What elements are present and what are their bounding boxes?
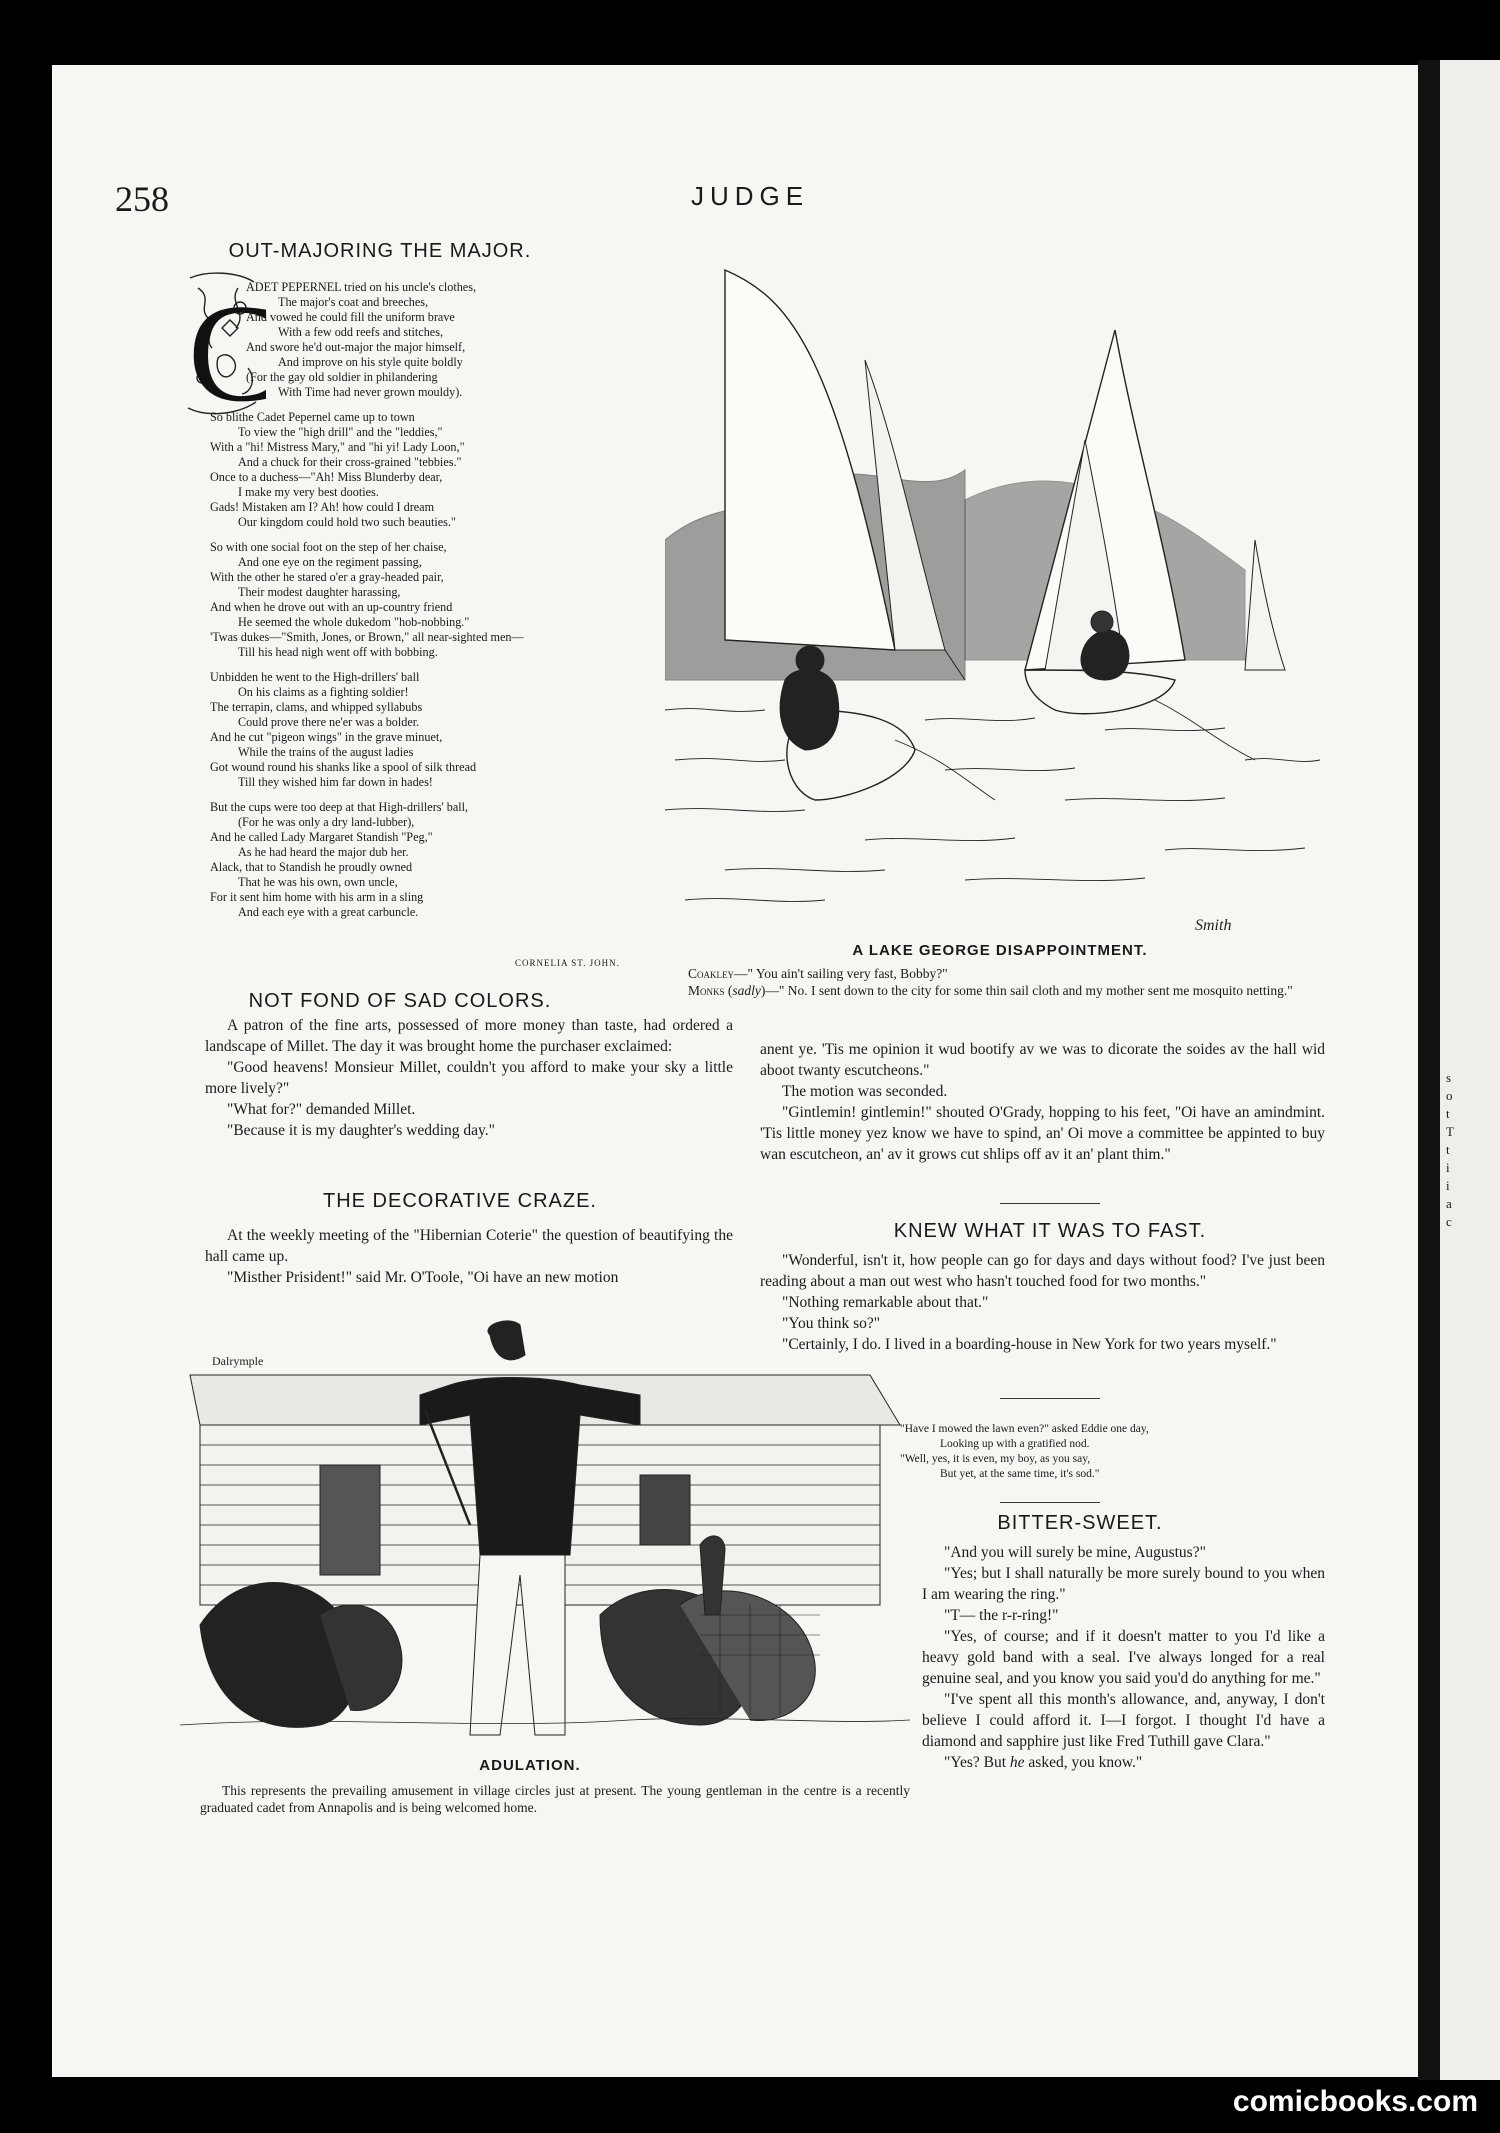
watermark: comicbooks.com	[1232, 2085, 1478, 2118]
poem-title: OUT-MAJORING THE MAJOR.	[228, 240, 532, 262]
poem-line: For it sent him home with his arm in a sling	[210, 890, 424, 904]
lake-caption: A LAKE GEORGE DISAPPOINTMENT.	[852, 942, 1148, 959]
divider-3	[1000, 1502, 1100, 1503]
poem-line: ADET PEPERNEL tried on his uncle's clothes,	[246, 280, 477, 294]
lake-george-illustration	[665, 240, 1325, 930]
poem-line: Till his head nigh went off with bobbing.	[238, 645, 438, 659]
poem-stanza	[210, 410, 630, 530]
poem-line: And vowed he could fill the uniform brave	[246, 310, 455, 324]
poem-line: He seemed the whole dukedom "hob-nobbing."	[238, 615, 470, 629]
adjacent-page-letter: T	[1446, 1124, 1454, 1139]
adjacent-page-letter: i	[1446, 1178, 1450, 1193]
coakley-line: —" You ain't sailing very fast, Bobby?"	[734, 966, 948, 981]
poem-line: With the other he stared o'er a gray-headed pair,	[210, 570, 444, 584]
closing-text: asked, you know."	[1024, 1754, 1143, 1771]
fast-paragraph: "Wonderful, isn't it, how people can go for days and days without food? I've just been reading about a man out west who hasn't touched food for two months."	[760, 1252, 1325, 1290]
poem-stanza	[210, 670, 630, 790]
poem-line: Once to a duchess—"Ah! Miss Blunderby dear,	[210, 470, 443, 484]
poem-line: Got wound round his shanks like a spool of silk thread	[210, 760, 477, 774]
poem-stanza	[210, 540, 630, 660]
poem-line: So with one social foot on the step of her chaise,	[210, 540, 447, 554]
adulation-illustration	[180, 1315, 910, 1745]
adjacent-page-letter: i	[1446, 1160, 1450, 1175]
page-spine	[1418, 60, 1440, 2080]
poem-line: Till they wished him far down in hades!	[238, 775, 433, 789]
bitter-sweet-paragraph: "Yes; but I shall naturally be more surely bound to you when I am wearing the ring."	[922, 1565, 1325, 1603]
poem-stanza	[210, 800, 630, 920]
monks-line: —" No. I sent down to the city for some thin sail cloth and my mother sent me mosquito netting."	[765, 983, 1293, 998]
sad-colors-paragraph: "Good heavens! Monsieur Millet, couldn't you afford to make your sky a little more lively?"	[205, 1059, 733, 1097]
sad-colors-paragraph: "Because it is my daughter's wedding day."	[227, 1122, 495, 1139]
craze-continuation-paragraph: The motion was seconded.	[782, 1083, 948, 1100]
craze-paragraph: At the weekly meeting of the "Hibernian Coterie" the question of beautifying the hall came up.	[205, 1227, 733, 1265]
poem-line: With Time had never grown mouldy).	[278, 385, 463, 399]
poem-line: Could prove there ne'er was a bolder.	[238, 715, 420, 729]
lawn-verse-line: Looking up with a gratified nod.	[940, 1438, 1090, 1450]
poem-line: Alack, that to Standish he proudly owned	[210, 860, 413, 874]
adjacent-page-letter: t	[1446, 1106, 1450, 1121]
craze-title: THE DECORATIVE CRAZE.	[323, 1190, 597, 1212]
adjacent-page-letter: c	[1446, 1214, 1452, 1229]
poem-line: The major's coat and breeches,	[278, 295, 429, 309]
lawn-verse-line: But yet, at the same time, it's sod."	[940, 1468, 1100, 1480]
poem-line: As he had heard the major dub her.	[238, 845, 409, 859]
lawn-verse	[900, 1422, 1300, 1482]
poem-line: And one eye on the regiment passing,	[238, 555, 422, 569]
poem-line: And when he drove out with an up-country friend	[210, 600, 453, 614]
poem-line: And each eye with a great carbuncle.	[238, 905, 419, 919]
poem-line: While the trains of the august ladies	[238, 745, 414, 759]
poem-line: (For the gay old soldier in philandering	[246, 370, 438, 384]
poem-body	[210, 280, 630, 930]
drop-cap-letter: C	[188, 276, 266, 418]
poem-line: With a few odd reefs and stitches,	[278, 325, 444, 339]
craze-continuation	[760, 1039, 1325, 1165]
fast-paragraph: "Nothing remarkable about that."	[782, 1294, 989, 1311]
poem-line: (For he was only a dry land-lubber),	[238, 815, 415, 829]
bitter-sweet-text	[922, 1542, 1325, 1773]
masthead: JUDGE	[690, 181, 810, 211]
bitter-sweet-paragraph: "And you will surely be mine, Augustus?"	[944, 1544, 1206, 1561]
poem-line: Unbidden he went to the High-drillers' ball	[210, 670, 420, 684]
adulation-caption: ADULATION.	[479, 1757, 581, 1774]
poem-line: And improve on his style quite boldly	[278, 355, 463, 369]
adjacent-page-letter: a	[1446, 1196, 1452, 1211]
poem-line: 'Twas dukes—"Smith, Jones, or Brown," all near-sighted men—	[210, 630, 524, 644]
poem-line: And he cut "pigeon wings" in the grave minuet,	[210, 730, 443, 744]
stage-direction: sadly	[732, 983, 761, 998]
lake-artist-signature: Smith	[1195, 917, 1232, 930]
poem-author: CORNELIA ST. JOHN.	[515, 958, 620, 968]
page-number: 258	[115, 179, 169, 219]
lawn-verse-line: "Well, yes, it is even, my boy, as you say,	[900, 1453, 1091, 1465]
craze-continuation-paragraph: anent ye. 'Tis me opinion it wud bootify av we was to dicorate the soides av the hall wid aboot twanty escutcheons."	[760, 1041, 1325, 1079]
lake-dialogue: Coakley—" You ain't sailing very fast, Bobby?" Monks (sadly)—" No. I sent down to the city for some thin sail cloth and my mother sent me mosquito netting."	[688, 966, 1293, 998]
adjacent-page-edge	[1440, 60, 1500, 2080]
adjacent-page-letter: t	[1446, 1142, 1450, 1157]
poem-line: On his claims as a fighting soldier!	[238, 685, 409, 699]
bitter-sweet-paragraph: "T— the r-r-ring!"	[944, 1607, 1059, 1624]
poem-stanza	[210, 280, 630, 400]
poem-line: With a "hi! Mistress Mary," and "hi yi! Lady Loon,"	[210, 440, 465, 454]
craze-paragraph: "Misther Prisident!" said Mr. O'Toole, "Oi have an new motion	[227, 1269, 619, 1286]
lawn-verse-line: "Have I mowed the lawn even?" asked Eddie one day,	[900, 1423, 1149, 1435]
poem-line: To view the "high drill" and the "leddies,"	[238, 425, 443, 439]
bitter-sweet-title: BITTER-SWEET.	[997, 1512, 1163, 1534]
poem-line: And a chuck for their cross-grained "tebbies."	[238, 455, 462, 469]
craze-text	[205, 1225, 733, 1288]
fast-paragraph: "Certainly, I do. I lived in a boarding-house in New York for two years myself."	[782, 1336, 1277, 1353]
sad-colors-paragraph: A patron of the fine arts, possessed of more money than taste, had ordered a landscape of Millet. The day it was brought home the purchaser exclaimed:	[205, 1017, 733, 1055]
bitter-sweet-paragraph: "Yes? But he asked, you know."	[944, 1754, 1143, 1771]
divider-1	[1000, 1203, 1100, 1204]
divider-2	[1000, 1398, 1100, 1399]
fast-title: KNEW WHAT IT WAS TO FAST.	[893, 1220, 1207, 1242]
poem-line: The terrapin, clams, and whipped syllabubs	[210, 700, 423, 714]
poem-line: And he called Lady Margaret Standish "Peg,"	[210, 830, 433, 844]
bitter-sweet-paragraph: "Yes, of course; and if it doesn't matter to you I'd like a heavy gold band with a seal. I've always longed for a real genuine seal, and you know you said you'd do anything for me."	[922, 1628, 1325, 1687]
fast-paragraph: "You think so?"	[782, 1315, 881, 1332]
poem-line: Our kingdom could hold two such beauties."	[238, 515, 456, 529]
bitter-sweet-paragraph: "I've spent all this month's allowance, and, anyway, I don't believe I could afford it. I—I forgot. I thought I'd have a diamond and sapphire just like Fred Tuthill gave Clara."	[922, 1691, 1325, 1750]
adjacent-page-letter: o	[1446, 1088, 1453, 1103]
adulation-text: This represents the prevailing amusement in village circles just at present. The young gentleman in the centre is a recently graduated cadet from Annapolis and is being welcomed home.	[200, 1783, 910, 1815]
poem-line: So blithe Cadet Pepernel came up to town	[210, 410, 415, 424]
poem-line: Gads! Mistaken am I? Ah! how could I dream	[210, 500, 435, 514]
speaker-coakley: Coakley	[688, 966, 734, 981]
poem-line: And swore he'd out-major the major himself,	[246, 340, 466, 354]
speaker-monks: Monks	[688, 983, 725, 998]
poem-line: That he was his own, own uncle,	[238, 875, 398, 889]
sad-colors-title: NOT FOND OF SAD COLORS.	[248, 990, 552, 1012]
adjacent-page-letter: s	[1446, 1070, 1452, 1085]
craze-continuation-paragraph: "Gintlemin! gintlemin!" shouted O'Grady, hopping to his feet, "Oi have an amindmint. 'Tis little money yez know we have to spind, an' Oi move a committee be appinted to buy wan escutcheon, an' av it grows cut shlips off av it an' plant thim."	[760, 1104, 1325, 1163]
adulation-artist-signature: Dalrymple	[212, 1354, 264, 1368]
poem-line: I make my very best dooties.	[238, 485, 379, 499]
sad-colors-text	[205, 1015, 733, 1141]
poem-line: Their modest daughter harassing,	[238, 585, 401, 599]
emphasized-word: he	[1009, 1754, 1025, 1771]
sad-colors-paragraph: "What for?" demanded Millet.	[227, 1101, 416, 1118]
poem-line: But the cups were too deep at that High-drillers' ball,	[210, 800, 469, 814]
